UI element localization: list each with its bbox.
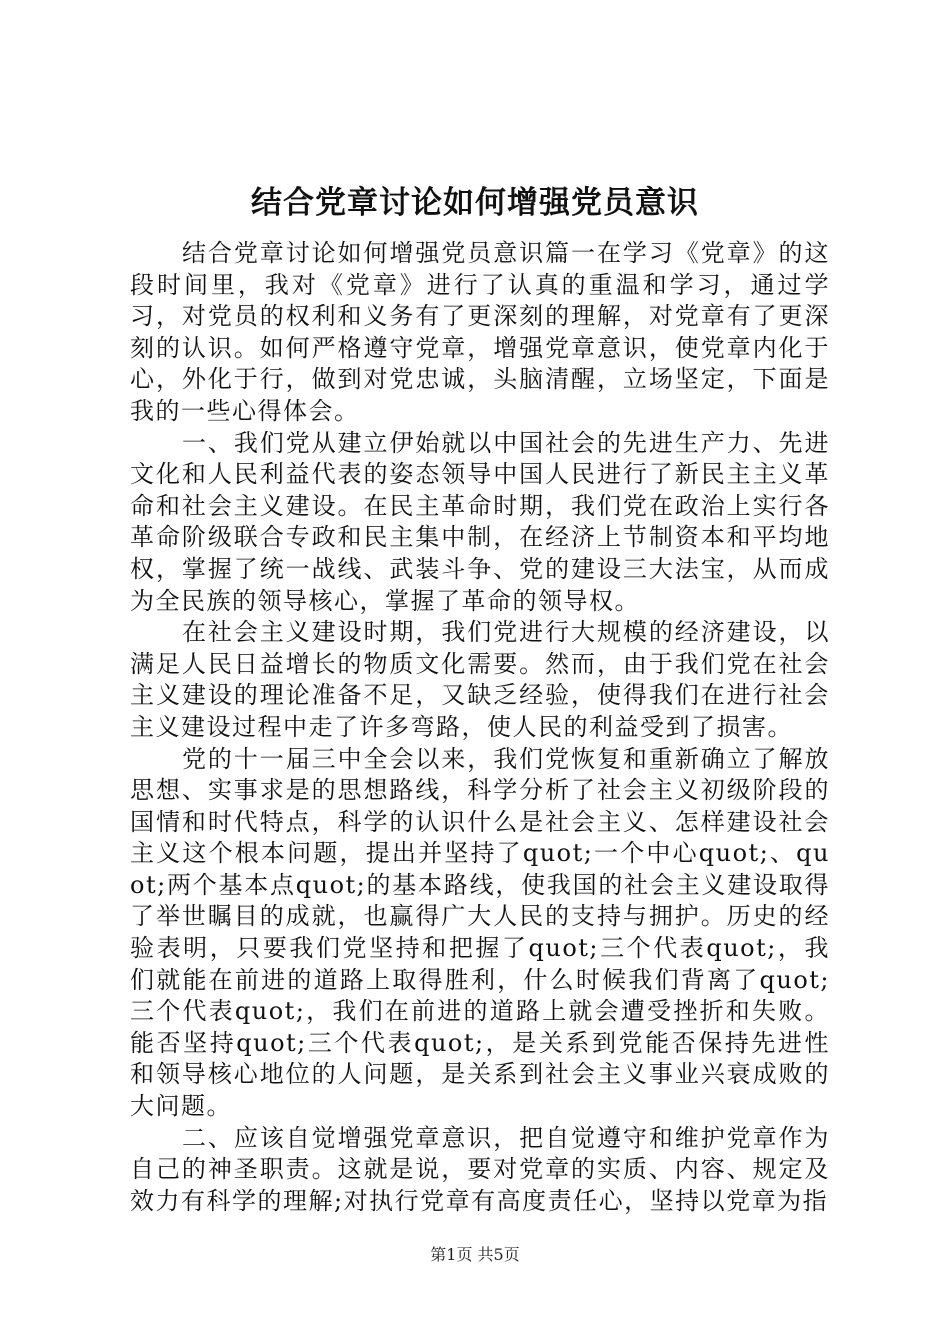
document-title: 结合党章讨论如何增强党员意识 [251, 185, 699, 221]
paragraph: 结合党章讨论如何增强党员意识篇一在学习《党章》的这段时间里，我对《党章》进行了认真的重温和学习，通过学习，对党员的权利和义务有了更深刻的理解，对党章有了更深刻的认识。如何严格遵守党章，增强党章意识，使党章内化于心，外化于行，做到对党忠诚，头脑清醒，立场坚定，下面是我的一些心得体会。 [130, 239, 830, 425]
paragraph: 一、我们党从建立伊始就以中国社会的先进生产力、先进文化和人民利益代表的姿态领导中国人民进行了新民主主义革命和社会主义建设。在民主革命时期，我们党在政治上实行各革命阶级联合专政和民主集中制，在经济上节制资本和平均地权，掌握了统一战线、武装斗争、党的建设三大法宝，从而成为全民族的领导核心，掌握了革命的领导权。 [130, 428, 830, 615]
paragraph: 党的十一届三中全会以来，我们党恢复和重新确立了解放思想、实事求是的思想路线，科学分析了社会主义初级阶段的国情和时代特点，科学的认识什么是社会主义、怎样建设社会主义这个根本问题，提出并坚持了quot;一个中心quot;、quot;两个基本点quot;的基本路线，使我国的社会主义建设取得了举世瞩目的成就，也赢得广大人民的支持与拥护。历史的经验表明，只要我们党坚持和把握了quot;三个代表quot;，我们就能在前进的道路上取得胜利，什么时候我们背离了quot;三个代表quot;，我们在前进的道路上就会遭受挫折和失败。能否坚持quot;三个代表quot;，是关系到党能否保持先进性和领导核心地位的人问题，是关系到社会主义事业兴衰成败的大问题。 [130, 744, 830, 1121]
document-body [130, 238, 830, 1217]
paragraph: 在社会主义建设时期，我们党进行大规模的经济建设，以满足人民日益增长的物质文化需要。然而，由于我们党在社会主义建设的理论准备不足，又缺乏经验，使得我们在进行社会主义建设过程中走了许多弯路，使人民的利益受到了损害。 [130, 618, 830, 741]
paragraph: 二、应该自觉增强党章意识，把自觉遵守和维护党章作为自己的神圣职责。这就是说，要对党章的实质、内容、规定及效力有科学的理解;对执行党章有高度责任心，坚持以党章为指 [130, 1123, 830, 1215]
page-number-footer: 第1页 共5页 [430, 1245, 520, 1264]
